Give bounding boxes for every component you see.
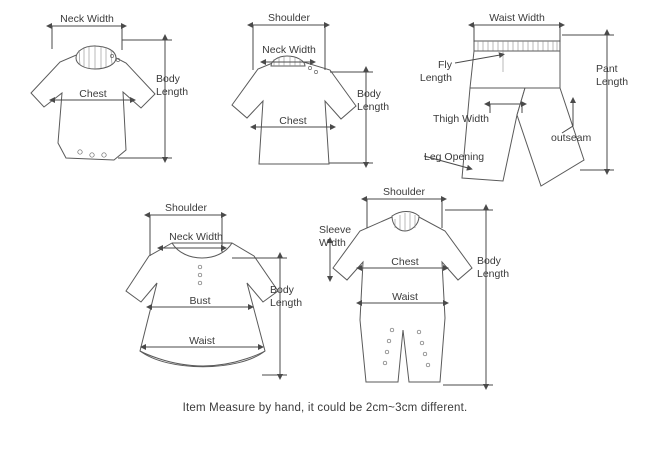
label-neck-width: Neck Width [169, 231, 223, 243]
label-sleeve-width-line2: Width [319, 237, 346, 249]
label-body-length-line1: Body [357, 88, 381, 100]
label-pant-length-line2: Length [596, 76, 629, 88]
label-chest: Chest [391, 256, 419, 268]
label-shoulder: Shoulder [267, 12, 311, 24]
label-body-length-line2: Length [156, 86, 189, 98]
panel-dress [126, 202, 302, 375]
label-body-length-line2: Length [477, 268, 510, 280]
label-waist: Waist [392, 291, 418, 303]
label-waist: Waist [189, 335, 215, 347]
label-body-length-line1: Body [270, 284, 294, 296]
label-thigh-width: Thigh Width [432, 113, 489, 125]
panel-sweater [232, 12, 389, 164]
label-leg-opening: Leg Opening [424, 151, 485, 163]
label-waist-width: Waist Width [489, 12, 545, 24]
label-body-length-line2: Length [270, 297, 303, 309]
measurement-disclaimer: Item Measure by hand, it could be 2cm~3cm different. [182, 402, 468, 414]
label-shoulder: Shoulder [164, 202, 208, 214]
label-sleeve-width-line1: Sleeve [319, 224, 352, 236]
label-fly-length-line1: Fly [438, 59, 452, 71]
panel-bodysuit [31, 13, 188, 160]
label-chest: Chest [79, 88, 107, 100]
label-chest: Chest [279, 115, 307, 127]
label-body-length-line1: Body [477, 255, 501, 267]
label-outseam: outseam [551, 132, 592, 144]
panel-pants [420, 12, 628, 186]
label-shoulder: Shoulder [382, 186, 426, 198]
label-body-length-line1: Body [156, 73, 180, 85]
label-fly-length-line2: Length [419, 72, 452, 84]
panel-romper [319, 186, 509, 385]
label-neck-width: Neck Width [60, 13, 114, 25]
label-bust: Bust [189, 295, 211, 307]
label-body-length-line2: Length [357, 101, 390, 113]
label-pant-length-line1: Pant [596, 63, 618, 75]
label-neck-width: Neck Width [262, 44, 316, 56]
